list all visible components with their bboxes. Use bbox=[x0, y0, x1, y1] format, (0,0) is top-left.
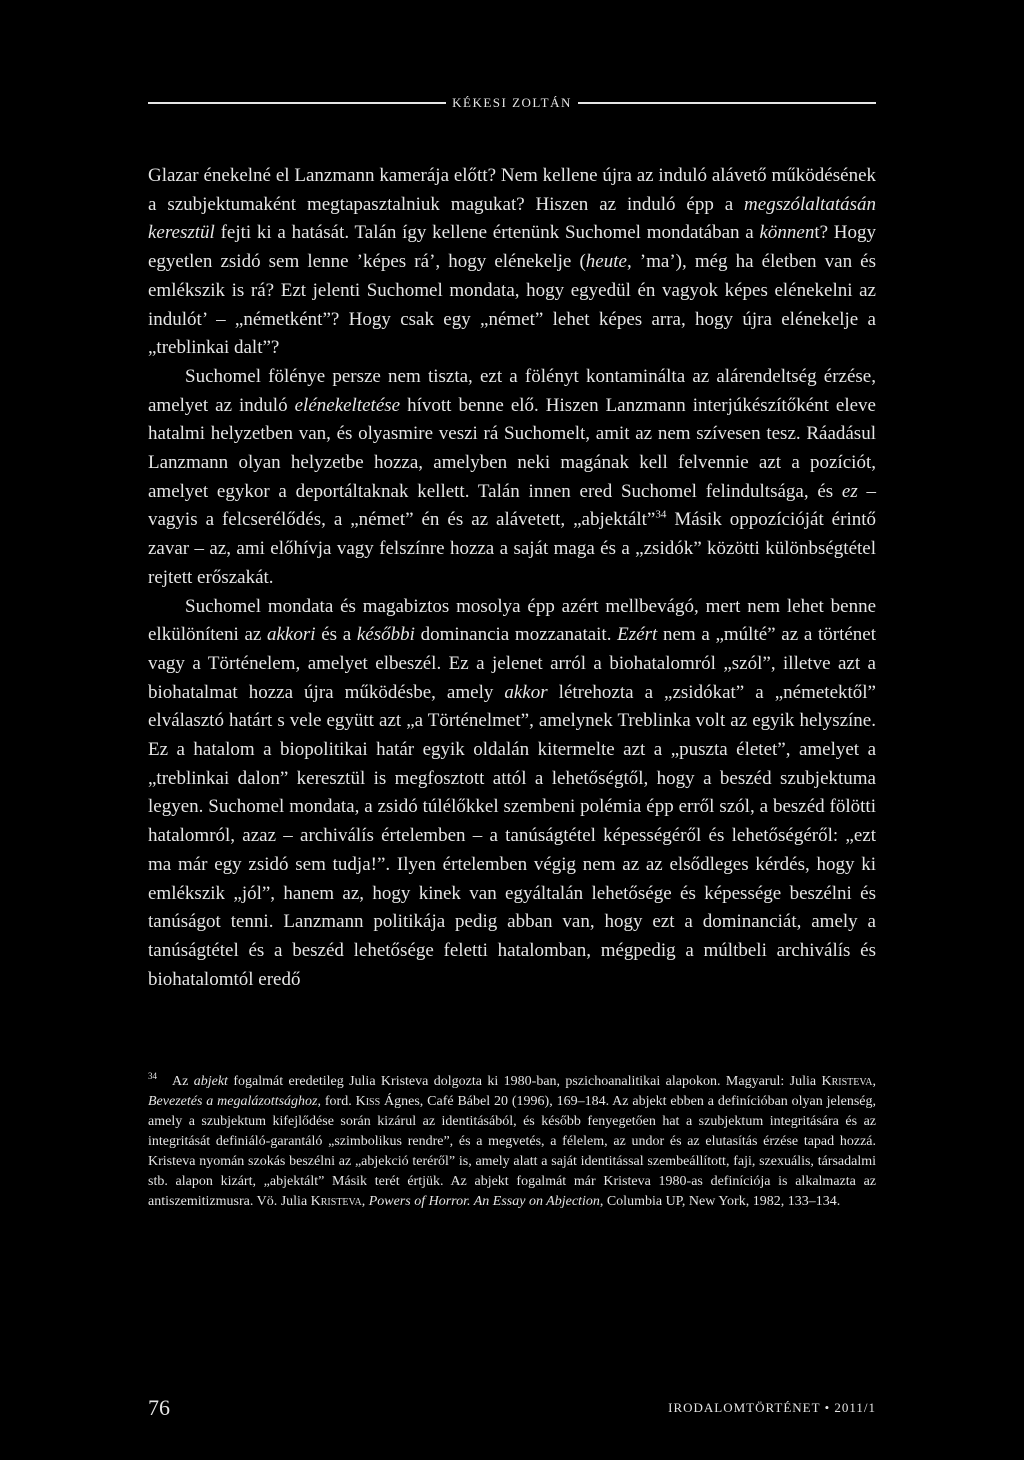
paragraph bbox=[148, 162, 876, 363]
paragraph bbox=[148, 593, 876, 995]
paragraph bbox=[148, 363, 876, 593]
text-run: , bbox=[872, 1074, 877, 1089]
italic-run: elénekeltetése bbox=[294, 394, 401, 416]
running-header bbox=[148, 93, 876, 113]
text-run: Suchomel fölénye persze nem tiszta, ezt a fölényt kontaminálta az alárendeltség érzése, amelyet az induló bbox=[148, 365, 876, 416]
smallcaps-run: Kristeva bbox=[821, 1074, 873, 1089]
text-run: Suchomel mondata és magabiztos mosolya épp azért mellbevágó, mert nem lehet benne elkülöníteni az bbox=[148, 595, 876, 646]
text-run: Ágnes, Café Bábel 20 (1996), 169–184. Az abjekt ebben a definícióban olyan jelenség, amely a szubjektum kifejlődése során kizárul az identitásából, és később fenyegetően hat a szubjektum integritására és az integritását definiáló-garantáló „szimbolikus rendre”, és a megvetés, a félelem, az undor és az elutasítás érzése tapad hozzá. Kristeva nyomán szokás beszélni az „abjekció teréről” is, amely alatt a saját identitással szembeállított, faji, szexuális, társadalmi stb. alapon kizárt, „abjektált” Másik terét értjük. Az abjekt fogalmát már Kristeva 1980-as definíciója is alkalmazta az antiszemitizmusra. Vö. Julia bbox=[148, 1094, 877, 1209]
italic-run: Bevezetés a megalázottsághoz bbox=[148, 1094, 318, 1109]
italic-run: ez bbox=[841, 480, 858, 502]
text-run: , ’ma’), még ha életben van és emlékszik is rá? Ezt jelenti Suchomel mondata, hogy egyedül én vagyok képes elénekelni az indulót’ – „németként”? Hogy csak egy „német” lehet képes arra, hogy újra elénekelje a „treblinkai dalt”? bbox=[148, 251, 876, 359]
text-run: , Columbia UP, New York, 1982, 133–134. bbox=[599, 1194, 841, 1209]
text-run: fejti ki a hatását. Talán így kellene értenünk Suchomel mondatában a bbox=[214, 222, 760, 244]
italic-run: későbbi bbox=[356, 624, 415, 646]
footnote-ref[interactable]: 34 bbox=[655, 509, 667, 522]
text-run: nem a „múlté” az a történet vagy a Történelem, amelyet elbeszél. Ez a jelenet arról a biohatalomról „szól”, illetve azt a biohatalmat hozza újra működésbe, amely bbox=[148, 624, 876, 703]
italic-run: Powers of Horror. An Essay on Abjection bbox=[368, 1194, 600, 1209]
text-run: létrehozta a „zsidókat” a „németektől” elválasztó határt s vele együtt azt „a Történelmet”, amelynek Treblinka volt az egyik helyszíne. Ez a hatalom a biopolitikai határ egyik oldalán kitermelte azt a „puszta életet”, amelyet a „treblinkai dalon” keresztül is megfosztott attól a lehetőségtől, hogy a beszéd szubjektuma legyen. Suchomel mondata, a zsidó túlélőkkel szembeni polémia épp erről szól, a beszéd fölötti hatalomról, azaz – archiválís értelemben – a tanúságtétel képességéről és lehetőségéről: „ezt ma már egy zsidó sem tudja!”. Ilyen értelemben végig nem az az elsődleges kérdés, hogy ki emlékszik „jól”, hanem az, hogy kinek van egyáltalán lehetősége és képessége beszélni és tanúságot tenni. Lanzmann politikája pedig abban van, hogy ezt a dominanciát, amely a tanúságtétel és a beszéd lehetősége feletti hatalomban, mégpedig a múltbeli archiválís és biohatalomtól eredő bbox=[148, 681, 876, 990]
page-number: 76 bbox=[148, 1395, 170, 1420]
text-run: t? Hogy egyetlen zsidó sem lenne ’képes rá’, hogy elénekelje ( bbox=[148, 222, 876, 273]
italic-run: megszólaltatásán keresztül bbox=[148, 193, 876, 244]
text-run: , bbox=[361, 1194, 369, 1209]
italic-run: akkor bbox=[504, 681, 548, 703]
header-rule-left bbox=[148, 102, 446, 104]
text-run: fogalmát eredetileg Julia Kristeva dolgozta ki 1980-ban, pszichoanalitikai alapokon. Magyarul: Julia bbox=[227, 1074, 822, 1089]
text-run: Másik oppozícióját érintő zavar – az, ami előhívja vagy felszínre hozza a saját maga és a „zsidók” közötti különbségtétel rejtett erőszakát. bbox=[148, 509, 877, 588]
italic-run: können bbox=[759, 222, 815, 244]
smallcaps-run: Kristeva bbox=[310, 1194, 362, 1209]
header-rule-right bbox=[578, 102, 876, 104]
text-run: , ford. bbox=[317, 1094, 356, 1109]
italic-run: akkori bbox=[267, 624, 316, 646]
text-run: – vagyis a felcserélődés, a „német” én és az alávetett, „abjektált” bbox=[148, 480, 877, 531]
text-run: és a bbox=[315, 624, 357, 646]
header-author: KÉKESI ZOLTÁN bbox=[452, 95, 572, 110]
text-run: dominancia mozzanatait. bbox=[414, 624, 618, 646]
smallcaps-run: Kiss bbox=[355, 1094, 381, 1109]
italic-run: abjekt bbox=[193, 1074, 228, 1089]
footnote: 34 Az abjekt fogalmát eredetileg Julia Kristeva dolgozta ki 1980-ban, pszichoanalitikai alapokon. Magyarul: Julia Kristeva, Bevezetés a megalázottsághoz, ford. Kiss Ágnes, Café Bábel 20 (1996), 169–184. Az abjekt ebben a definícióban olyan jelenség, amely a szubjektum kifejlődése során kizárul az identitásából, és később fenyegetően hat a szubjektum integritására és az integritását definiáló-garantáló „szimbolikus rendre”, és a megvetés, a félelem, az undor és az elutasítás érzése tapad hozzá. Kristeva nyomán szokás beszélni az „abjekció teréről” is, amely alatt a saját identitással szembeállított, faji, szexuális, társadalmi stb. alapon kizárt, „abjektált” Másik terét értjük. Az abjekt fogalmát már Kristeva 1980-as definíciója is alkalmazta az antiszemitizmusra. Vö. Julia Kristeva, Powers of Horror. An Essay on Abjection, Columbia UP, New York, 1982, 133–134. bbox=[148, 1071, 877, 1209]
journal-footer: IRODALOMTÖRTÉNET • 2011/1 bbox=[668, 1400, 876, 1415]
italic-run: heute bbox=[585, 251, 627, 273]
italic-run: Ezért bbox=[617, 624, 658, 646]
text-run: Az bbox=[172, 1074, 194, 1089]
text-run: hívott benne elő. Hiszen Lanzmann interjúkészítőként eleve hatalmi helyzetben van, és olyasmire veszi rá Suchomelt, amit az nem szívesen tesz. Ráadásul Lanzmann olyan helyzetbe hozza, amelyben neki magának kell felvennie azt a pozíciót, amelyet egykor a deportáltaknak kellett. Talán innen ered Suchomel felindultsága, és bbox=[148, 394, 876, 502]
main-text bbox=[148, 162, 876, 994]
text-run: Glazar énekelné el Lanzmann kamerája előtt? Nem kellene újra az induló alávető működésének a szubjektumaként megtapasztalniuk magukat? Hiszen az induló épp a bbox=[148, 165, 876, 215]
